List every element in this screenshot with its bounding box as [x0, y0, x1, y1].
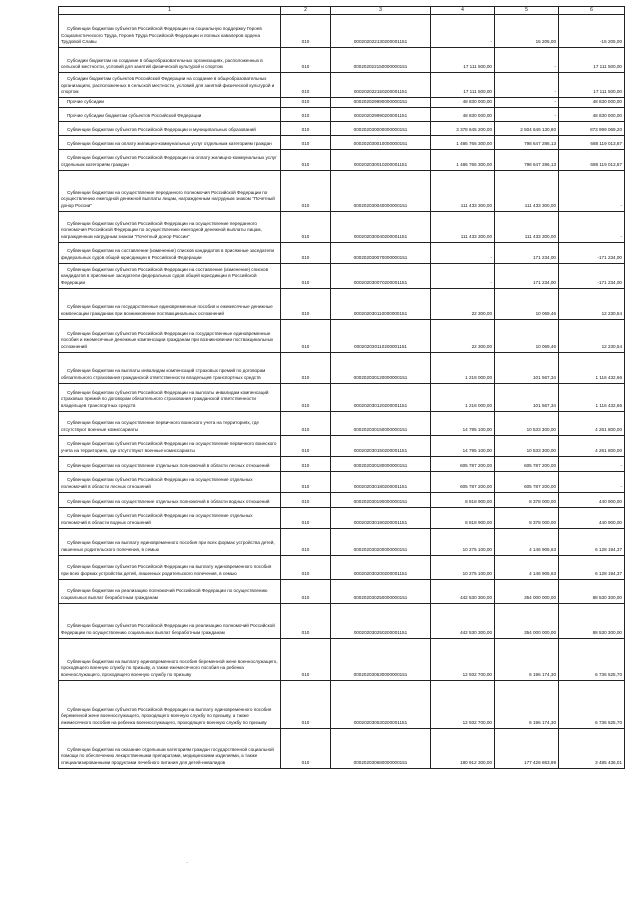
row-planned-amount: 605 787 200,00 — [431, 471, 495, 492]
row-name: Субвенции бюджетам субъектов Российской Федерации на выплату единовременного пособия беременной жене военнослужащего, проходящего военную службу по призыву, а также ежемесячного пособия на ребенка военнослужащего, проходящего военную службу по призыву — [59, 680, 281, 728]
row-unexecuted-amount: 48 830 000,00 — [559, 98, 625, 108]
row-name: Субвенции бюджетам субъектов Российской Федерации на осуществление отдельных полномочий в области водных отношений — [59, 507, 281, 528]
row-line-code: 010 — [281, 263, 331, 288]
row-name: Субвенции бюджетам субъектов Российской Федерации на осуществление переданного полномочия Российской Федерации по осуществлению ежегодной денежной выплаты лицам, награжденным нагрудным знаком "Почетный донор России" — [59, 211, 281, 242]
row-name: Субвенции бюджетам субъектов Российской Федерации на социальную поддержку Героев Социалистического Труда, Героев Труда Российской Федерации и полных кавалеров ордена Трудовой Славы — [59, 15, 281, 48]
row-line-code: 010 — [281, 135, 331, 149]
row-planned-amount: 605 787 200,00 — [431, 456, 495, 471]
table-row — [59, 435, 625, 456]
row-planned-amount: - — [431, 242, 495, 263]
row-budget-code: 000202030200000000151 — [331, 528, 431, 555]
row-executed-amount: 6 196 174,30 — [495, 680, 559, 728]
row-budget-code: 000202022150200001151 — [331, 73, 431, 98]
row-planned-amount: - — [431, 15, 495, 48]
row-name: Субвенции бюджетам субъектов Российской Федерации на оплату жилищно-коммунальных услуг отдельным категориям граждан — [59, 149, 281, 170]
row-line-code: 010 — [281, 121, 331, 135]
row-unexecuted-amount: -171 234,00 — [559, 242, 625, 263]
row-planned-amount: - — [431, 263, 495, 288]
row-executed-amount: 2 504 646 130,80 — [495, 121, 559, 135]
row-line-code: 010 — [281, 638, 331, 680]
row-executed-amount: 111 433 300,00 — [495, 211, 559, 242]
row-unexecuted-amount: - — [559, 170, 625, 211]
row-planned-amount: 14 795 100,00 — [431, 411, 495, 435]
row-unexecuted-amount: 88 530 300,00 — [559, 579, 625, 603]
row-planned-amount: 180 912 300,00 — [431, 728, 495, 768]
row-budget-code: 000202030200200001151 — [331, 555, 431, 579]
row-name: Субвенции бюджетам на осуществление переданного полномочия Российской Федерации по осуществлению ежегодной денежной выплаты лицам, награжденным нагрудным знаком "Почетный донор России" — [59, 170, 281, 211]
row-unexecuted-amount: 440 900,00 — [559, 492, 625, 507]
row-executed-amount: 798 647 286,13 — [495, 149, 559, 170]
row-planned-amount: 10 275 100,00 — [431, 555, 495, 579]
row-line-code: 010 — [281, 728, 331, 768]
row-line-code: 010 — [281, 149, 331, 170]
row-budget-code: 000202030110000000151 — [331, 288, 431, 319]
row-unexecuted-amount: -171 234,00 — [559, 263, 625, 288]
row-executed-amount: 798 647 286,13 — [495, 135, 559, 149]
row-line-code: 010 — [281, 555, 331, 579]
row-name: Субвенции бюджетам на осуществление первичного воинского учета на территориях, где отсутствуют военные комиссариаты — [59, 411, 281, 435]
row-planned-amount: 442 530 300,00 — [431, 579, 495, 603]
row-budget-code: 000202030150200001151 — [331, 435, 431, 456]
row-budget-code: 000202030120000000151 — [331, 352, 431, 383]
row-planned-amount: 48 830 000,00 — [431, 98, 495, 108]
row-planned-amount: 22 300,00 — [431, 288, 495, 319]
row-executed-amount: 354 000 000,00 — [495, 603, 559, 638]
row-unexecuted-amount: 688 119 013,87 — [559, 135, 625, 149]
row-executed-amount: 15 205,00 — [495, 15, 559, 48]
row-name: Субвенции бюджетам субъектов Российской Федерации на выплату единовременного пособия при всех формах устройства детей, лишенных родительского попечения, в семью — [59, 555, 281, 579]
row-name: Прочие субсидии — [59, 98, 281, 108]
row-line-code: 010 — [281, 492, 331, 507]
row-unexecuted-amount: 48 830 000,00 — [559, 107, 625, 121]
row-planned-amount: 1 218 000,00 — [431, 383, 495, 411]
column-number-row — [59, 7, 625, 15]
page-mark: · — [186, 860, 188, 866]
row-name: Субвенции бюджетам субъектов Российской Федерации на составление (изменение) списков кандидатов в присяжные заседатели федеральных судов общей юрисдикции в Российской Федерации — [59, 263, 281, 288]
row-line-code: 010 — [281, 411, 331, 435]
row-planned-amount: 17 111 500,00 — [431, 48, 495, 73]
row-unexecuted-amount: 440 900,00 — [559, 507, 625, 528]
table-row — [59, 319, 625, 352]
row-name: Субсидии бюджетам субъектов Российской Федерации на создание в общеобразовательных организациях, расположенных в сельской местности, условий для занятий физической культурой и спортом — [59, 73, 281, 98]
row-line-code: 010 — [281, 352, 331, 383]
row-budget-code: 000202030010000000151 — [331, 135, 431, 149]
row-budget-code: 000202030180000000151 — [331, 456, 431, 471]
row-planned-amount: 10 275 100,00 — [431, 528, 495, 555]
row-name: Прочие субсидии бюджетам субъектов Российской Федерации — [59, 107, 281, 121]
table-row — [59, 492, 625, 507]
row-line-code: 010 — [281, 528, 331, 555]
row-executed-amount: 177 426 863,99 — [495, 728, 559, 768]
row-name: Субвенции бюджетам на государственные единовременные пособия и ежемесячные денежные компенсации гражданам при возникновении поствакцинальных осложнений — [59, 288, 281, 319]
column-number: 5 — [495, 7, 559, 15]
row-unexecuted-amount: 17 111 500,00 — [559, 48, 625, 73]
row-name: Субвенции бюджетам на оказание отдельным категориям граждан государственной социальной помощи по обеспечению лекарственными препаратами, медицинскими изделиями, а также специализированными продуктами лечебного питания для детей-инвалидов — [59, 728, 281, 768]
row-line-code: 010 — [281, 456, 331, 471]
column-number: 6 — [559, 7, 625, 15]
table-row — [59, 107, 625, 121]
row-name: Субвенции бюджетам субъектов Российской Федерации и муниципальных образований — [59, 121, 281, 135]
row-executed-amount: 101 567,34 — [495, 352, 559, 383]
table-row — [59, 98, 625, 108]
row-executed-amount: 101 567,34 — [495, 383, 559, 411]
row-line-code: 010 — [281, 107, 331, 121]
row-executed-amount: 605 787 200,00 — [495, 471, 559, 492]
column-number: 1 — [59, 7, 281, 15]
row-name: Субвенции бюджетам субъектов Российской Федерации на реализацию полномочий Российской Федерации по осуществлению социальных выплат безработным гражданам — [59, 603, 281, 638]
row-name: Субвенции бюджетам субъектов Российской Федерации на осуществление первичного воинского учета на территориях, где отсутствуют военные комиссариаты — [59, 435, 281, 456]
row-line-code: 010 — [281, 603, 331, 638]
table-row — [59, 471, 625, 492]
row-budget-code: 000202030000000000151 — [331, 121, 431, 135]
row-line-code: 010 — [281, 507, 331, 528]
budget-table — [58, 6, 625, 769]
row-executed-amount: 111 433 300,00 — [495, 170, 559, 211]
row-planned-amount: 1 218 000,00 — [431, 352, 495, 383]
row-unexecuted-amount: 3 485 436,01 — [559, 728, 625, 768]
row-planned-amount: 12 932 700,00 — [431, 638, 495, 680]
row-unexecuted-amount: 88 530 300,00 — [559, 603, 625, 638]
row-line-code: 010 — [281, 319, 331, 352]
row-unexecuted-amount: 12 230,54 — [559, 319, 625, 352]
row-unexecuted-amount: 6 128 194,37 — [559, 555, 625, 579]
table-row — [59, 73, 625, 98]
row-name: Субвенции бюджетам на выплаты инвалидам компенсаций страховых премий по договорам обязательного страхования гражданской ответственности владельцев транспортных средств — [59, 352, 281, 383]
row-unexecuted-amount: 1 116 432,66 — [559, 352, 625, 383]
row-line-code: 010 — [281, 73, 331, 98]
row-budget-code: 000202022130200001151 — [331, 15, 431, 48]
table-row — [59, 352, 625, 383]
table-row — [59, 242, 625, 263]
table-row — [59, 555, 625, 579]
table-row — [59, 507, 625, 528]
column-number: 4 — [431, 7, 495, 15]
row-name: Субвенции бюджетам субъектов Российской Федерации на выплаты инвалидам компенсаций страховых премий по договорам обязательного страхования гражданской ответственности владельцев транспортных средств — [59, 383, 281, 411]
row-line-code: 010 — [281, 242, 331, 263]
row-unexecuted-amount: 6 128 194,37 — [559, 528, 625, 555]
table-row — [59, 15, 625, 48]
row-executed-amount: 10 069,46 — [495, 288, 559, 319]
table-row — [59, 149, 625, 170]
table-row — [59, 528, 625, 555]
row-planned-amount: 8 818 900,00 — [431, 507, 495, 528]
table-row — [59, 456, 625, 471]
row-budget-code: 000202030040000000151 — [331, 170, 431, 211]
row-unexecuted-amount: 873 999 069,20 — [559, 121, 625, 135]
row-name: Субвенции бюджетам на составление (изменение) списков кандидатов в присяжные заседатели федеральных судов общей юрисдикции в Российской Федерации — [59, 242, 281, 263]
row-planned-amount: 111 433 300,00 — [431, 211, 495, 242]
row-unexecuted-amount: 17 111 500,00 — [559, 73, 625, 98]
row-unexecuted-amount: 688 119 013,87 — [559, 149, 625, 170]
row-budget-code: 000202030120200001151 — [331, 383, 431, 411]
row-unexecuted-amount: 4 261 800,00 — [559, 435, 625, 456]
row-line-code: 010 — [281, 98, 331, 108]
row-name: Субвенции бюджетам на выплату единовременного пособия при всех формах устройства детей, лишенных родительского попечения, в семью — [59, 528, 281, 555]
row-budget-code: 000202030190200001151 — [331, 507, 431, 528]
row-budget-code: 000202030530200001151 — [331, 680, 431, 728]
column-number: 2 — [281, 7, 331, 15]
row-executed-amount: 354 000 000,00 — [495, 579, 559, 603]
row-line-code: 010 — [281, 383, 331, 411]
row-executed-amount: - — [495, 107, 559, 121]
row-budget-code: 000202030040200001151 — [331, 211, 431, 242]
row-executed-amount: 171 234,00 — [495, 242, 559, 263]
row-budget-code: 000202030530000000151 — [331, 638, 431, 680]
row-line-code: 010 — [281, 211, 331, 242]
row-executed-amount: 8 378 000,00 — [495, 492, 559, 507]
row-executed-amount: 4 146 905,63 — [495, 528, 559, 555]
table-row — [59, 728, 625, 768]
row-budget-code: 000202030070000000151 — [331, 242, 431, 263]
row-name: Субвенции бюджетам на осуществление отдельных полномочий в области водных отношений — [59, 492, 281, 507]
row-planned-amount: 442 530 300,00 — [431, 603, 495, 638]
row-executed-amount: - — [495, 48, 559, 73]
row-line-code: 010 — [281, 435, 331, 456]
row-budget-code: 000202030190000000151 — [331, 492, 431, 507]
row-executed-amount: - — [495, 98, 559, 108]
row-name: Субвенции бюджетам субъектов Российской Федерации на осуществление отдельных полномочий в области лесных отношений — [59, 471, 281, 492]
row-planned-amount: 1 486 766 300,00 — [431, 135, 495, 149]
row-unexecuted-amount: - — [559, 456, 625, 471]
table-body — [59, 15, 625, 769]
table-row — [59, 288, 625, 319]
row-name: Субвенции бюджетам на реализацию полномочий Российской Федерации по осуществлению социальных выплат безработным гражданам — [59, 579, 281, 603]
row-budget-code: 000202030680000000151 — [331, 728, 431, 768]
row-executed-amount: 171 234,00 — [495, 263, 559, 288]
row-name: Субвенции бюджетам на оплату жилищно-коммунальных услуг отдельным категориям граждан — [59, 135, 281, 149]
row-unexecuted-amount: - — [559, 211, 625, 242]
row-planned-amount: 14 795 100,00 — [431, 435, 495, 456]
row-line-code: 010 — [281, 15, 331, 48]
row-budget-code: 000202030110200001151 — [331, 319, 431, 352]
row-name: Субвенции бюджетам субъектов Российской Федерации на государственные единовременные пособия и ежемесячные денежные компенсации гражданам при возникновении поствакцинальных осложнений — [59, 319, 281, 352]
table-row — [59, 135, 625, 149]
table-row — [59, 263, 625, 288]
row-executed-amount: 10 069,46 — [495, 319, 559, 352]
row-budget-code: 000202030070200001151 — [331, 263, 431, 288]
row-executed-amount: 6 196 174,30 — [495, 638, 559, 680]
row-name: Субсидии бюджетам на создание в общеобразовательных организациях, расположенных в сельской местности, условий для занятий физической культурой и спортом — [59, 48, 281, 73]
row-unexecuted-amount: 6 736 525,70 — [559, 638, 625, 680]
row-line-code: 010 — [281, 471, 331, 492]
row-unexecuted-amount: - — [559, 471, 625, 492]
row-budget-code: 000202030010200001151 — [331, 149, 431, 170]
row-line-code: 010 — [281, 680, 331, 728]
row-planned-amount: 3 378 645 200,00 — [431, 121, 495, 135]
table-row — [59, 121, 625, 135]
table-row — [59, 411, 625, 435]
table-row — [59, 579, 625, 603]
row-executed-amount: 10 533 300,00 — [495, 411, 559, 435]
table-row — [59, 48, 625, 73]
row-planned-amount: 48 830 000,00 — [431, 107, 495, 121]
table-row — [59, 638, 625, 680]
row-unexecuted-amount: 4 261 800,00 — [559, 411, 625, 435]
row-planned-amount: 22 300,00 — [431, 319, 495, 352]
row-budget-code: 000202030250000000151 — [331, 579, 431, 603]
row-executed-amount: 605 787 200,00 — [495, 456, 559, 471]
row-line-code: 010 — [281, 170, 331, 211]
row-budget-code: 000202030180200001151 — [331, 471, 431, 492]
row-line-code: 010 — [281, 48, 331, 73]
row-unexecuted-amount: 6 736 525,70 — [559, 680, 625, 728]
row-budget-code: 000202030150000000151 — [331, 411, 431, 435]
row-planned-amount: 1 486 766 300,00 — [431, 149, 495, 170]
row-executed-amount: 8 378 000,00 — [495, 507, 559, 528]
report-sheet — [58, 6, 624, 769]
column-number: 3 — [331, 7, 431, 15]
row-planned-amount: 8 818 900,00 — [431, 492, 495, 507]
row-unexecuted-amount: -15 205,00 — [559, 15, 625, 48]
row-unexecuted-amount: 12 230,54 — [559, 288, 625, 319]
row-executed-amount: 10 533 300,00 — [495, 435, 559, 456]
row-planned-amount: 111 433 300,00 — [431, 170, 495, 211]
row-budget-code: 000202029990000000151 — [331, 98, 431, 108]
table-row — [59, 170, 625, 211]
row-line-code: 010 — [281, 288, 331, 319]
row-executed-amount: 4 146 905,63 — [495, 555, 559, 579]
row-executed-amount: - — [495, 73, 559, 98]
row-name: Субвенции бюджетам на осуществление отдельных полномочий в области лесных отношений — [59, 456, 281, 471]
row-planned-amount: 17 111 500,00 — [431, 73, 495, 98]
row-budget-code: 000202022150000000151 — [331, 48, 431, 73]
row-budget-code: 000202030250200001151 — [331, 603, 431, 638]
row-line-code: 010 — [281, 579, 331, 603]
table-row — [59, 680, 625, 728]
table-row — [59, 383, 625, 411]
table-row — [59, 603, 625, 638]
table-row — [59, 211, 625, 242]
row-budget-code: 000202029990200001151 — [331, 107, 431, 121]
row-name: Субвенции бюджетам на выплату единовременного пособия беременной жене военнослужащего, проходящего военную службу по призыву, а также ежемесячного пособия на ребенка военнослужащего, проходящего военную службу по призыву — [59, 638, 281, 680]
row-unexecuted-amount: 1 116 432,66 — [559, 383, 625, 411]
row-planned-amount: 12 932 700,00 — [431, 680, 495, 728]
